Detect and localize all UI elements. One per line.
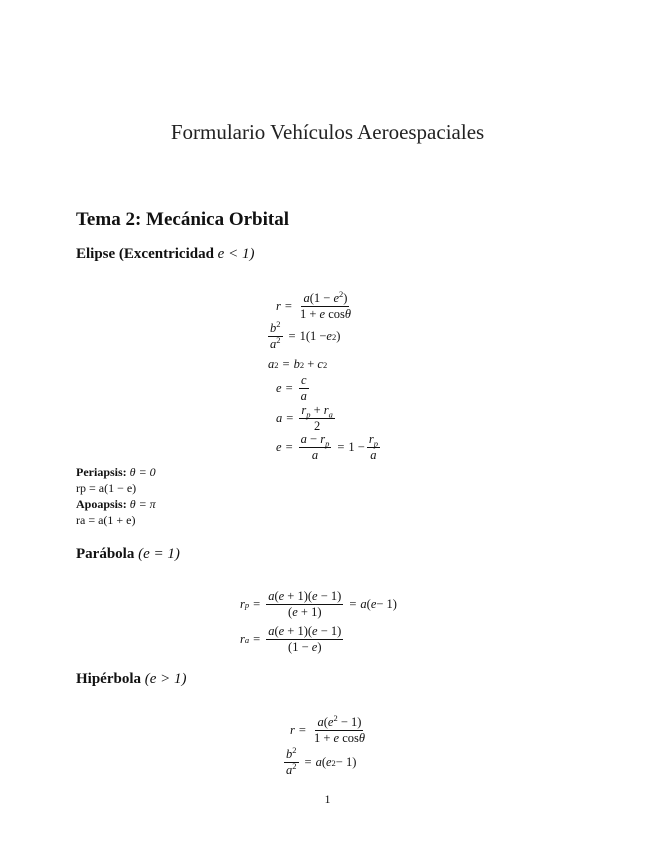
hyperbola-heading-condition: (e > 1) [144,671,187,687]
document-title: Formulario Vehículos Aeroespaciales [170,120,485,144]
hyperbola-heading-text: Hipérbola [76,671,142,687]
apoapsis-note [76,497,156,512]
ellipse-eccentricity-equation: e = $\frac{a - r_p}{a}$ = 1 − $\frac{r_p}{a}$ [276,432,378,462]
periapsis-note [76,465,156,480]
hyperbola-radius-equation: r = $\frac{a(e^2 - 1)}{\text{1 + e cosθ}}$ [290,712,365,745]
periapsis-label: Periapsis: [76,465,127,479]
ellipse-heading [76,246,254,263]
ellipse-semimajor-equation: a = $\frac{r_p + r_a}{2}$ [276,403,333,433]
parabola-heading [76,546,180,563]
parabola-heading-condition: (e = 1) [138,546,180,562]
periapsis-equation: rp = a(1 − e) [76,481,137,495]
periapsis-condition: θ = 0 [129,465,156,479]
ellipse-pythagoras-equation: a 2 = b 2 + c 2 [268,357,328,371]
ellipse-eccentricity-definition: e = $\frac{c}{a}$ [276,373,307,403]
ellipse-axes-ratio-equation: $\frac{b^2}{a^2}$ = 1(1 − e 2 ) [270,318,341,351]
ellipse-heading-text: Elipse (Excentricidad [76,246,214,262]
apoapsis-equation: ra = a(1 + e) [76,513,136,527]
hyperbola-axes-ratio-equation: $\frac{b^2}{a^2}$ = a ( e 2 − 1) [286,744,357,777]
apoapsis-condition: θ = π [129,497,156,511]
page-number: 1 [324,792,331,806]
parabola-heading-text: Parábola [76,546,135,562]
hyperbola-heading [76,671,187,688]
parabola-apoapsis-equation: r a = $\frac{a(e + 1)(e - 1)}{(1 - e)}$ [240,624,342,654]
apoapsis-label: Apoapsis: [76,497,127,511]
parabola-periapsis-equation: r p = $\frac{a(e + 1)(e - 1)}{(e + 1)}$ = a ( e − 1) [240,589,397,619]
ellipse-heading-condition: e < 1) [217,246,255,262]
section-heading: Tema 2: Mecánica Orbital [76,209,290,230]
ellipse-radius-equation: r = $\frac{a(1 - e^2)}{\text{1 + e cosθ}}$ [276,288,351,321]
